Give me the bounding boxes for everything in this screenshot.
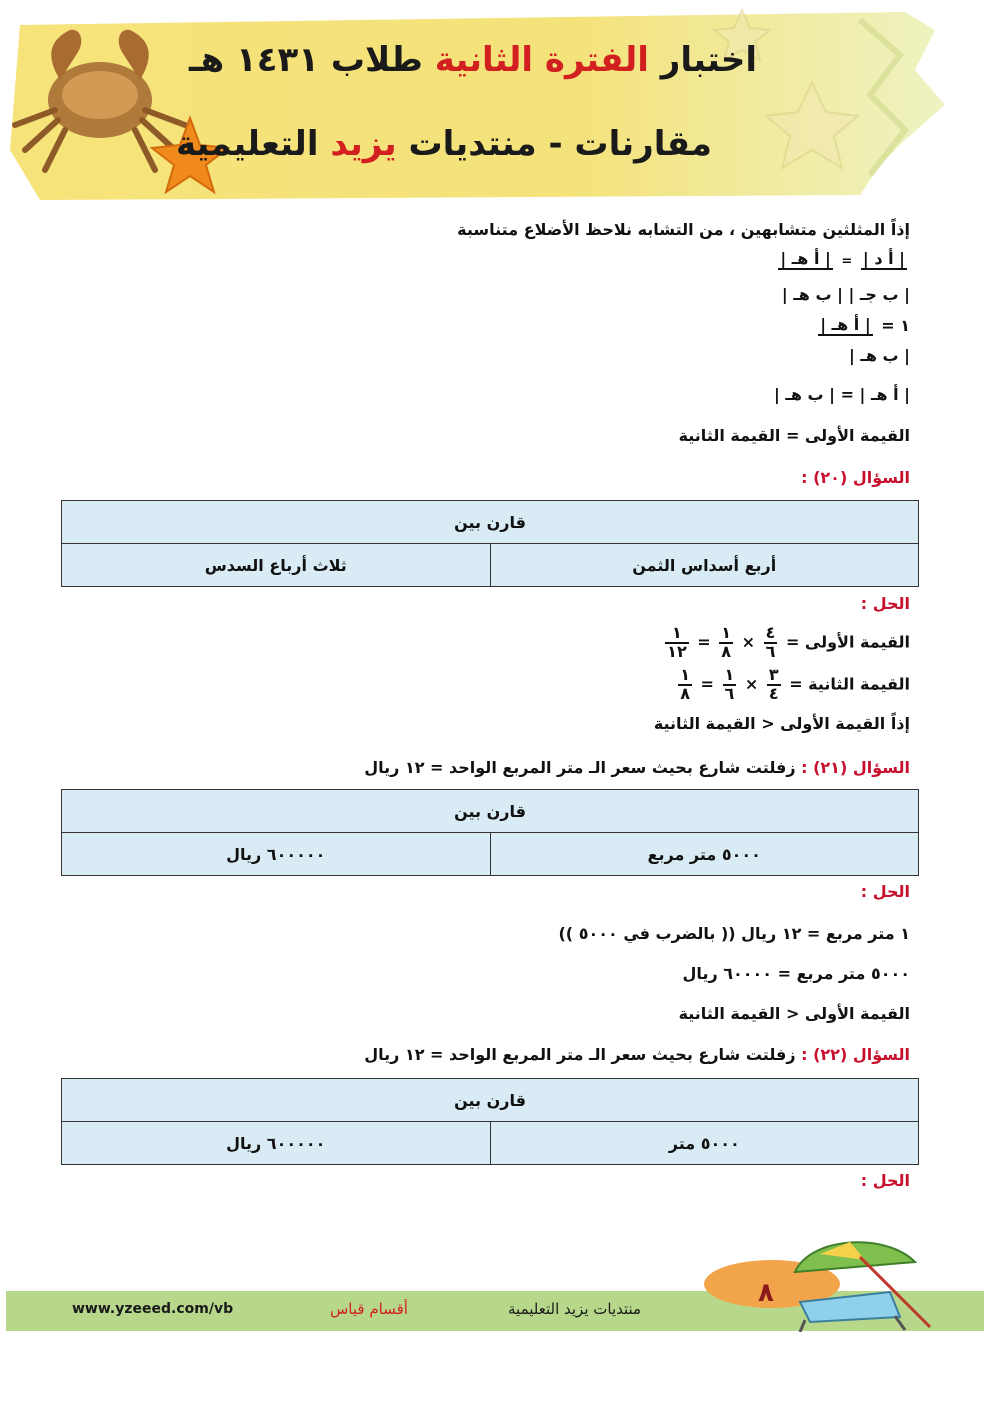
footer-decoration <box>700 1232 970 1332</box>
compare-header: قارن بين <box>62 790 919 833</box>
compare-table-21 <box>61 789 919 876</box>
compare-table-22 <box>61 1078 919 1165</box>
ratio-1-denominators: | ب جـ | | ب هـ | <box>781 285 910 304</box>
ratio-1: | أ د | = | أ هـ | <box>780 249 905 269</box>
question-21: السؤال (٢١) : زفلتت شارع بحيث سعر الـ متر المربع الواحد = ١٢ ريال <box>364 758 910 777</box>
footer-section-link[interactable]: أقسام قياس <box>330 1300 408 1318</box>
solution-21-step-1: ١ متر مربع = ١٢ ريال (( بالضرب في ٥٠٠٠ )) <box>558 924 910 943</box>
compare-header: قارن بين <box>62 1079 919 1122</box>
first-value-cell: ٥٠٠٠ متر <box>490 1122 919 1165</box>
compare-header: قارن بين <box>62 501 919 544</box>
first-value-cell: أربع أسداس الثمن <box>490 544 919 587</box>
footer-forum-name: منتديات يزيد التعليمية <box>508 1300 642 1318</box>
solution-label-22: الحل : <box>860 1171 910 1190</box>
solution-label-20: الحل : <box>860 594 910 613</box>
second-value-cell: ٦٠٠٠٠٠ ريال <box>62 1122 491 1165</box>
first-value-equation: القيمة الأولى = $\frac{٤}{٦}$ × $\frac{١}{٨}$ = $\frac{١}{١٢}$ <box>667 623 910 661</box>
conclusion-line: القيمة الأولى = القيمة الثانية <box>678 426 910 445</box>
second-value-equation: القيمة الثانية = $\frac{٣}{٤}$ × $\frac{١}{٦}$ = $\frac{١}{٨}$ <box>680 665 910 703</box>
page-title: اختبار الفترة الثانية طلاب ١٤٣١ هـ <box>188 40 757 80</box>
page-number: ٨ <box>758 1278 774 1308</box>
ratio-2-denominator: | ب هـ | <box>848 346 910 365</box>
compare-table-20 <box>61 500 919 587</box>
ratio-2: ١ = | أ هـ | <box>820 315 910 335</box>
footer-url-link[interactable]: www.yzeeed.com/vb <box>72 1301 234 1317</box>
similarity-line: إذاً المثلثين متشابهين ، من التشابه نلاحظ الأضلاع متناسبة <box>457 220 910 239</box>
question-22: السؤال (٢٢) : زفلتت شارع بحيث سعر الـ متر المربع الواحد = ١٢ ريال <box>364 1045 910 1064</box>
question-20-label: السؤال (٢٠) : <box>801 468 910 487</box>
solution-21-conclusion: القيمة الأولى < القيمة الثانية <box>678 1004 910 1023</box>
header-banner <box>0 0 992 205</box>
first-value-cell: ٥٠٠٠ متر مربع <box>490 833 919 876</box>
solution-21-step-2: ٥٠٠٠ متر مربع = ٦٠٠٠٠ ريال <box>682 964 910 983</box>
second-value-cell: ثلاث أرباع السدس <box>62 544 491 587</box>
conclusion-20: إذاً القيمة الأولى < القيمة الثانية <box>653 714 910 733</box>
equality-line: | أ هـ | = | ب هـ | <box>773 385 910 404</box>
solution-label-21: الحل : <box>860 882 910 901</box>
second-value-cell: ٦٠٠٠٠٠ ريال <box>62 833 491 876</box>
page-subtitle: مقارنات - منتديات يزيد التعليمية <box>175 124 712 164</box>
